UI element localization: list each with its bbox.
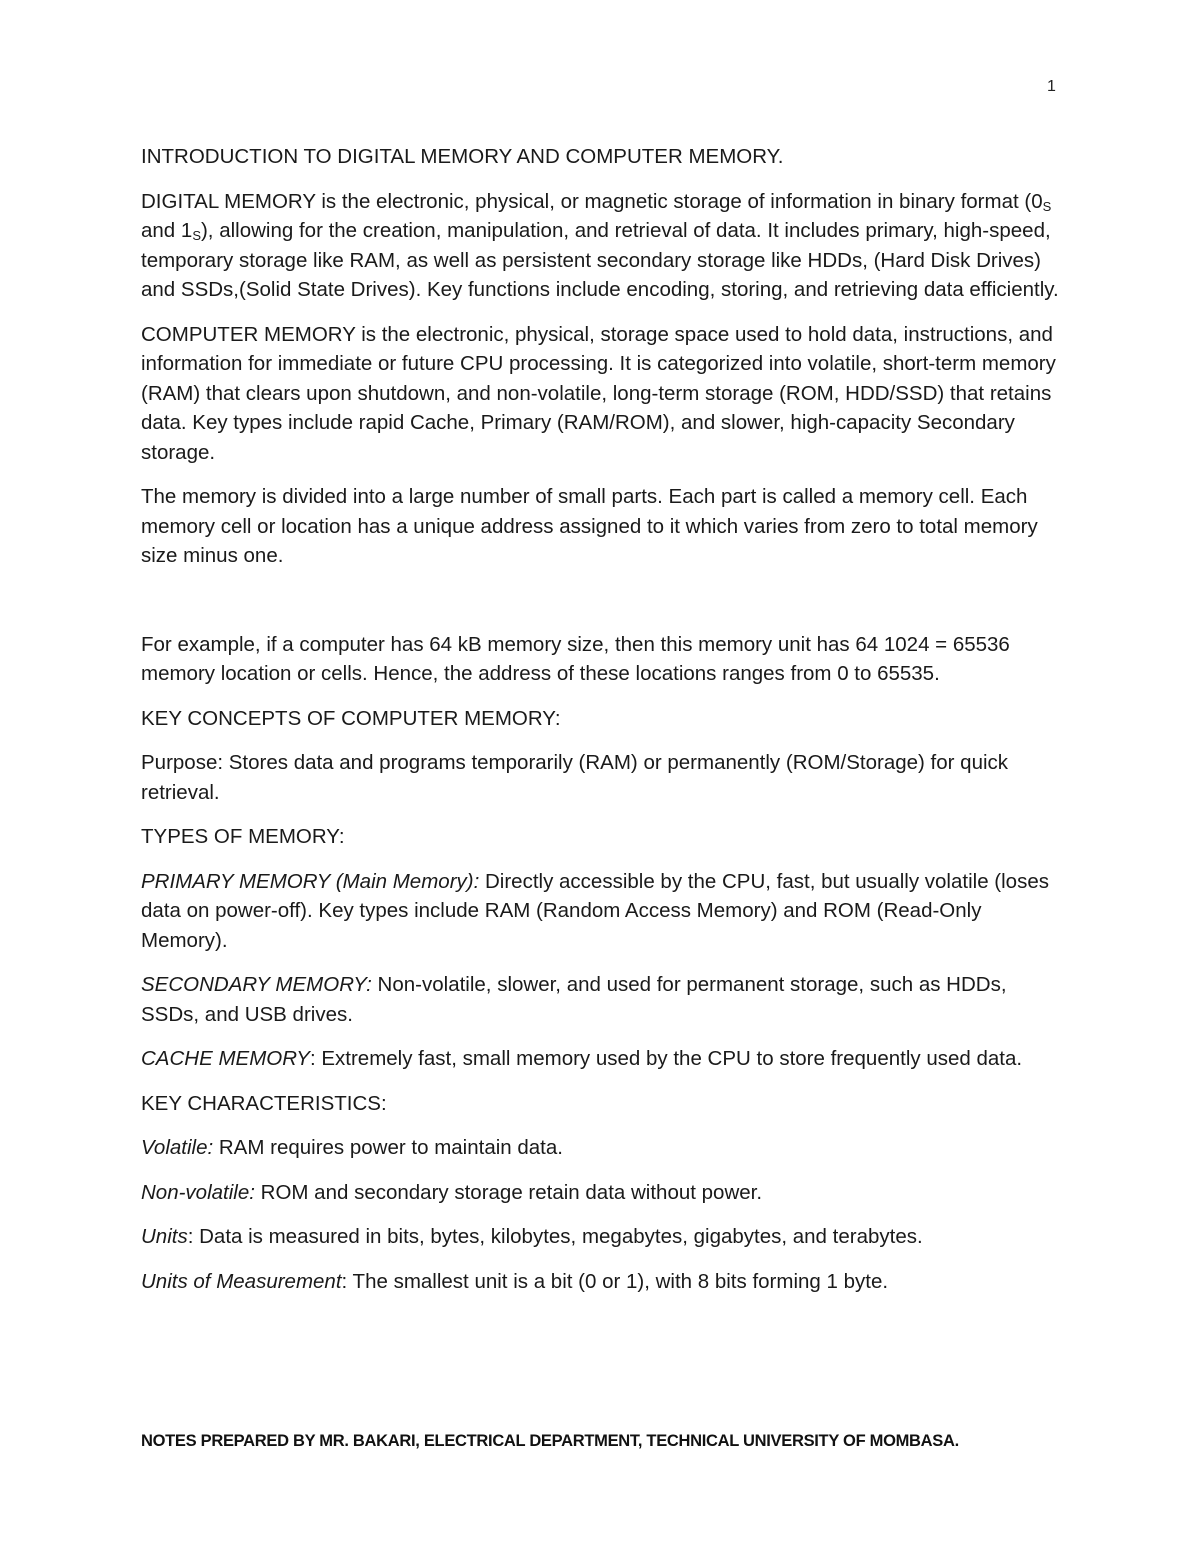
non-volatile-text: ROM and secondary storage retain data without power.	[254, 1180, 763, 1204]
digital-memory-paragraph	[141, 187, 1061, 305]
page-footer: NOTES PREPARED BY MR. BAKARI, ELECTRICAL DEPARTMENT, TECHNICAL UNIVERSITY OF MOMBASA.	[141, 1432, 959, 1450]
document-heading: INTRODUCTION TO DIGITAL MEMORY AND COMPUTER MEMORY.	[141, 145, 784, 168]
units-term: Units	[141, 1225, 188, 1248]
units-measurement-paragraph	[141, 1267, 1061, 1297]
page-number: 1	[1047, 78, 1056, 95]
memory-cells-paragraph: The memory is divided into a large number of small parts. Each part is called a memory cell. Each memory cell or location has a unique address assigned to it which varies from zero to total memory size minus one.	[141, 485, 1038, 567]
units-measurement-term: Units of Measurement	[141, 1269, 342, 1293]
digital-memory-text-2: and 1	[141, 219, 193, 242]
units-paragraph	[141, 1222, 1061, 1252]
secondary-memory-text: Non-volatile, slower, and used for permanent storage, such as HDDs, SSDs, and USB drives.	[141, 973, 1007, 1026]
digital-memory-text-3: ), allowing for the creation, manipulation, and retrieval of data. It includes primary, high-speed, temporary storage like RAM, as well as persistent secondary storage like HDDs, (Hard Disk Drives) and SSDs,(Solid State Drives). Key functions include encoding, storing, and retrieving data efficiently.	[141, 219, 1059, 301]
computer-memory-paragraph: COMPUTER MEMORY is the electronic, physical, storage space used to hold data, instructions, and information for immediate or future CPU processing. It is categorized into volatile, short-term memory (RAM) that clears upon shutdown, and non-volatile, long-term storage (ROM, HDD/SSD) that retains data. Key types include rapid Cache, Primary (RAM/ROM), and slower, high-capacity Secondary storage.	[141, 322, 1056, 464]
non-volatile-paragraph	[141, 1178, 1061, 1208]
example-paragraph: For example, if a computer has 64 kB memory size, then this memory unit has 64 1024 = 65536 memory location or cells. Hence, the address of these locations ranges from 0 to 65535.	[141, 632, 1010, 685]
document-body	[141, 142, 1061, 1311]
primary-memory-paragraph	[141, 867, 1061, 956]
cache-memory-paragraph	[141, 1044, 1061, 1074]
volatile-text: RAM requires power to maintain data.	[213, 1136, 563, 1159]
subscript-s: S	[192, 228, 201, 243]
non-volatile-term: Non-volatile:	[141, 1180, 255, 1204]
characteristics-heading: KEY CHARACTERISTICS:	[141, 1091, 387, 1115]
cache-memory-term: CACHE MEMORY	[141, 1047, 310, 1070]
secondary-memory-term: SECONDARY MEMORY:	[141, 973, 372, 996]
types-heading: TYPES OF MEMORY:	[141, 825, 345, 848]
units-measurement-text: : The smallest unit is a bit (0 or 1), with 8 bits forming 1 byte.	[341, 1269, 889, 1293]
key-concepts-heading: KEY CONCEPTS OF COMPUTER MEMORY:	[141, 706, 561, 730]
primary-memory-term: PRIMARY MEMORY (Main Memory):	[141, 869, 480, 893]
volatile-term: Volatile:	[141, 1136, 214, 1159]
primary-memory-text: Directly accessible by the CPU, fast, but usually volatile (loses data on power-off). Key types include RAM (Random Access Memory) and ROM (Read-Only Memory).	[141, 869, 1049, 952]
subscript-s: S	[1042, 198, 1052, 214]
cache-memory-text: : Extremely fast, small memory used by the CPU to store frequently used data.	[309, 1047, 1023, 1070]
secondary-memory-paragraph	[141, 970, 1061, 1029]
units-text: : Data is measured in bits, bytes, kilobytes, megabytes, gigabytes, and terabytes.	[187, 1225, 923, 1248]
digital-memory-text-1: DIGITAL MEMORY is the electronic, physical, or magnetic storage of information in binary format (0	[141, 189, 1043, 213]
purpose-paragraph: Purpose: Stores data and programs temporarily (RAM) or permanently (ROM/Storage) for quick retrieval.	[141, 751, 1009, 804]
volatile-paragraph	[141, 1133, 1061, 1163]
